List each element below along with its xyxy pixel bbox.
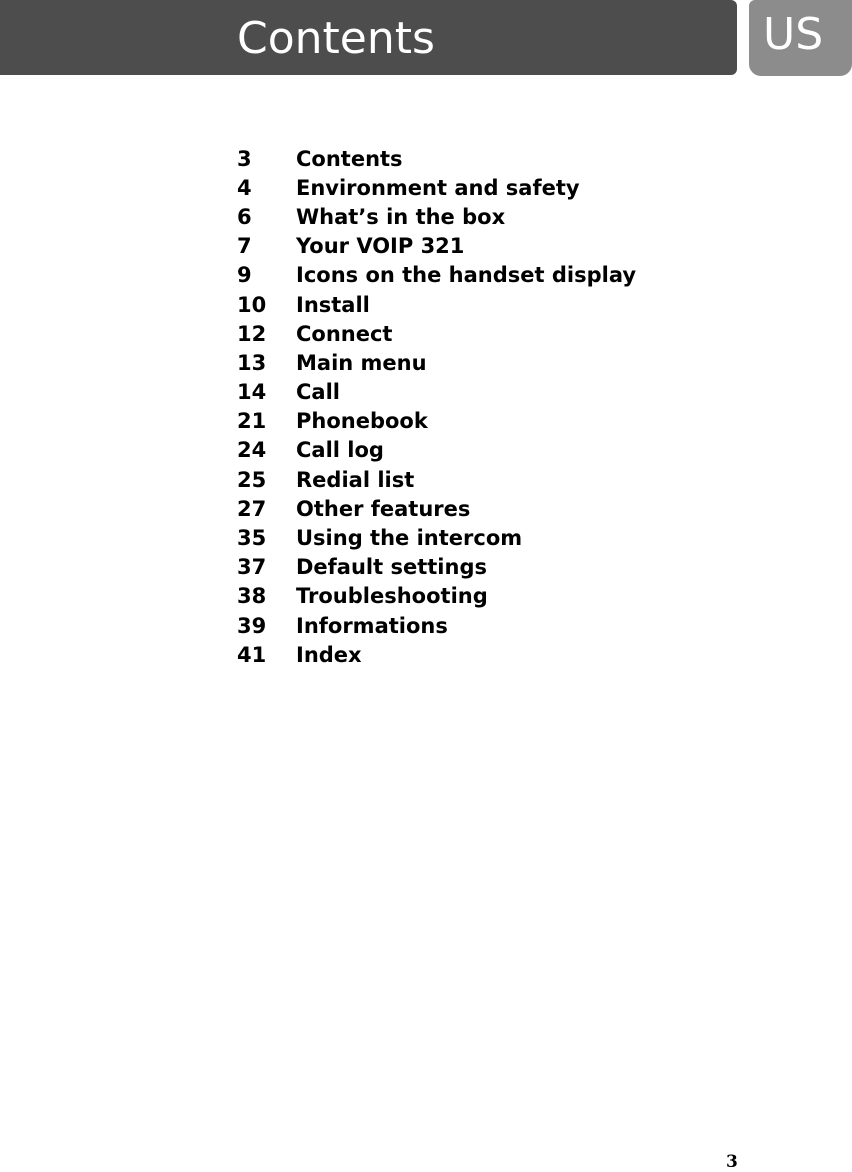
toc-entry[interactable] [237, 348, 737, 377]
toc-entry[interactable] [237, 378, 737, 407]
toc-entry[interactable] [237, 232, 737, 261]
toc-entry-title: Install [296, 292, 370, 317]
toc-entry[interactable] [237, 144, 737, 173]
table-of-contents [237, 144, 737, 669]
toc-entry-page: 35 [237, 526, 267, 551]
toc-entry-title: Environment and safety [296, 175, 580, 200]
toc-entry-page: 27 [237, 496, 267, 521]
toc-entry-title: Using the intercom [296, 526, 523, 551]
toc-entry-page: 24 [237, 438, 267, 463]
toc-entry-title: Connect [296, 321, 393, 346]
toc-entry[interactable] [237, 553, 737, 582]
toc-entry[interactable] [237, 523, 737, 552]
toc-entry-page: 13 [237, 350, 267, 375]
toc-entry-title: What’s in the box [296, 204, 506, 229]
toc-entry-page: 3 [237, 146, 252, 171]
toc-entry-title: Call [296, 380, 340, 405]
toc-entry-page: 39 [237, 613, 267, 638]
toc-entry[interactable] [237, 436, 737, 465]
toc-entry[interactable] [237, 611, 737, 640]
toc-entry-page: 25 [237, 467, 267, 492]
toc-entry[interactable] [237, 582, 737, 611]
toc-entry[interactable] [237, 494, 737, 523]
toc-entry-title: Informations [296, 613, 448, 638]
toc-entry[interactable] [237, 173, 737, 202]
toc-entry-page: 6 [237, 204, 252, 229]
toc-entry-page: 41 [237, 642, 267, 667]
toc-entry-title: Redial list [296, 467, 415, 492]
toc-entry-page: 14 [237, 380, 267, 405]
toc-entry[interactable] [237, 407, 737, 436]
toc-entry-title: Phonebook [296, 409, 428, 434]
toc-entry-title: Other features [296, 496, 471, 521]
toc-entry-title: Index [296, 642, 362, 667]
toc-entry-page: 4 [237, 175, 252, 200]
toc-entry-page: 12 [237, 321, 267, 346]
toc-entry-title: Troubleshooting [296, 584, 488, 609]
toc-entry-title: Call log [296, 438, 384, 463]
page-number: 3 [726, 1152, 738, 1172]
toc-entry-page: 21 [237, 409, 267, 434]
page-title: Contents [237, 13, 435, 64]
toc-entry[interactable] [237, 319, 737, 348]
toc-entry[interactable] [237, 290, 737, 319]
toc-entry-title: Icons on the handset display [296, 263, 637, 288]
toc-entry-page: 38 [237, 584, 267, 609]
toc-entry[interactable] [237, 261, 737, 290]
language-badge-label: US [763, 9, 824, 60]
toc-entry-page: 37 [237, 555, 267, 580]
header-bar [0, 0, 737, 75]
toc-entry[interactable] [237, 202, 737, 231]
toc-entry-title: Contents [296, 146, 403, 171]
toc-entry[interactable] [237, 640, 737, 669]
language-badge [749, 0, 852, 76]
toc-entry-page: 7 [237, 234, 252, 259]
toc-entry-title: Default settings [296, 555, 487, 580]
toc-entry[interactable] [237, 465, 737, 494]
toc-entry-title: Your VOIP 321 [296, 234, 465, 259]
toc-entry-page: 10 [237, 292, 267, 317]
toc-entry-title: Main menu [296, 350, 427, 375]
toc-entry-page: 9 [237, 263, 252, 288]
